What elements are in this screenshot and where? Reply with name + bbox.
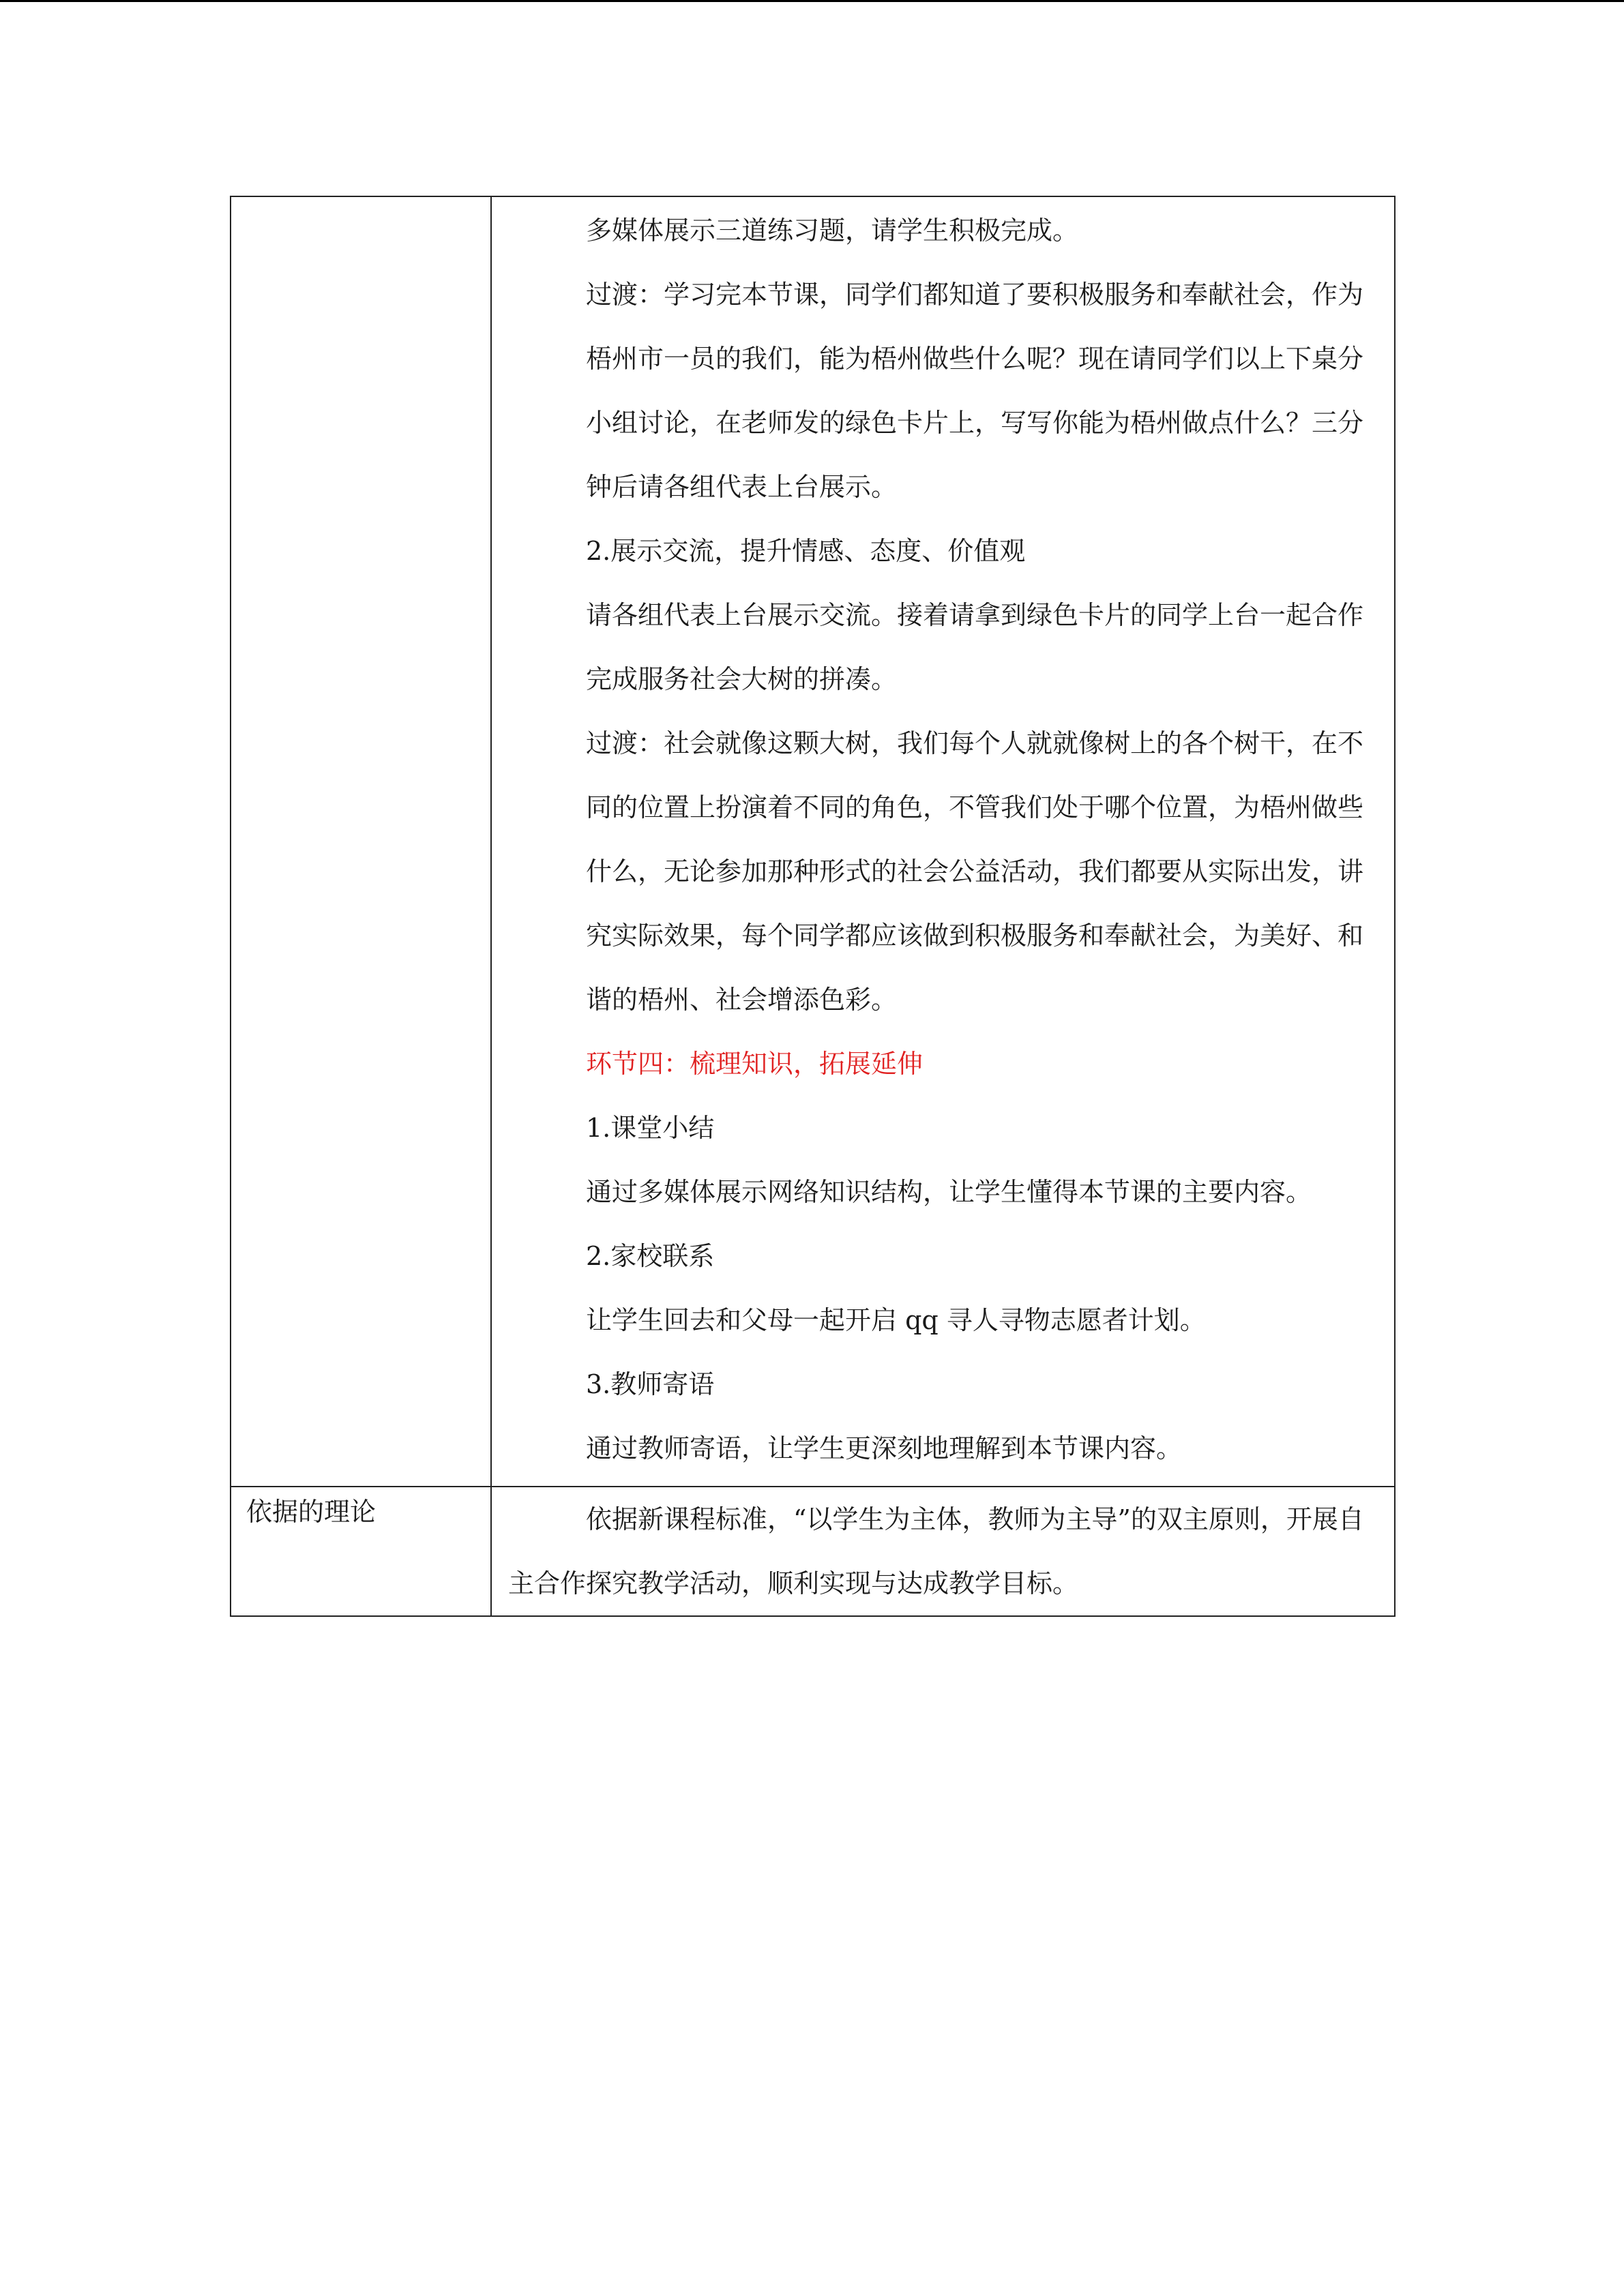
lesson-plan-table	[230, 196, 1396, 1617]
heading-class-summary: 1.课堂小结	[586, 1113, 715, 1143]
paragraph-transition-2: 过渡：社会就像这颗大树，我们每个人就就像树上的各个树干，在不同的位置上扮演着不同的角色，不管我们处于哪个位置，为梧州做些什么，无论参加那种形式的社会公益活动，我们都要从实际出发，讲究实际效果，每个同学都应该做到积极服务和奉献社会，为美好、和谐的梧州、社会增添色彩。	[586, 728, 1364, 1015]
heading-home-school: 2.家校联系	[586, 1241, 715, 1271]
paragraph-group-show: 请各组代表上台展示交流。接着请拿到绿色卡片的同学上台一起合作完成服务社会大树的拼凑。	[586, 600, 1364, 694]
row-label-cell	[231, 196, 491, 1487]
row-label-cell	[231, 1487, 491, 1616]
table-row	[231, 1487, 1395, 1616]
heading-teacher-message: 3.教师寄语	[586, 1369, 715, 1399]
heading-show-exchange: 2.展示交流，提升情感、态度、价值观	[586, 536, 1026, 566]
paragraph-home-school: 让学生回去和父母一起开启 qq 寻人寻物志愿者计划。	[586, 1305, 1206, 1335]
paragraph-teacher-message: 通过教师寄语，让学生更深刻地理解到本节课内容。	[586, 1433, 1183, 1463]
table-row	[231, 196, 1395, 1487]
paragraph-summary: 通过多媒体展示网络知识结构，让学生懂得本节课的主要内容。	[586, 1177, 1312, 1207]
section-heading-stage-four: 环节四：梳理知识，拓展延伸	[586, 1049, 924, 1079]
paragraph-transition-1: 过渡：学习完本节课，同学们都知道了要积极服务和奉献社会，作为梧州市一员的我们，能为梧州做些什么呢？现在请同学们以上下桌分小组讨论，在老师发的绿色卡片上，写写你能为梧州做点什么？三分钟后请各组代表上台展示。	[586, 280, 1364, 502]
page-top-rule	[0, 0, 1624, 2]
content-block	[492, 197, 1394, 1486]
content-block	[492, 1487, 1394, 1615]
row-content-cell	[491, 196, 1395, 1487]
paragraph-exercise: 多媒体展示三道练习题，请学生积极完成。	[586, 215, 1079, 245]
row-content-cell	[491, 1487, 1395, 1616]
row-label-theory: 依据的理论	[246, 1497, 377, 1527]
paragraph-theory: 依据新课程标准，“以学生为主体，教师为主导”的双主原则，开展自主合作探究教学活动，顺利实现与达成教学目标。	[508, 1504, 1364, 1598]
